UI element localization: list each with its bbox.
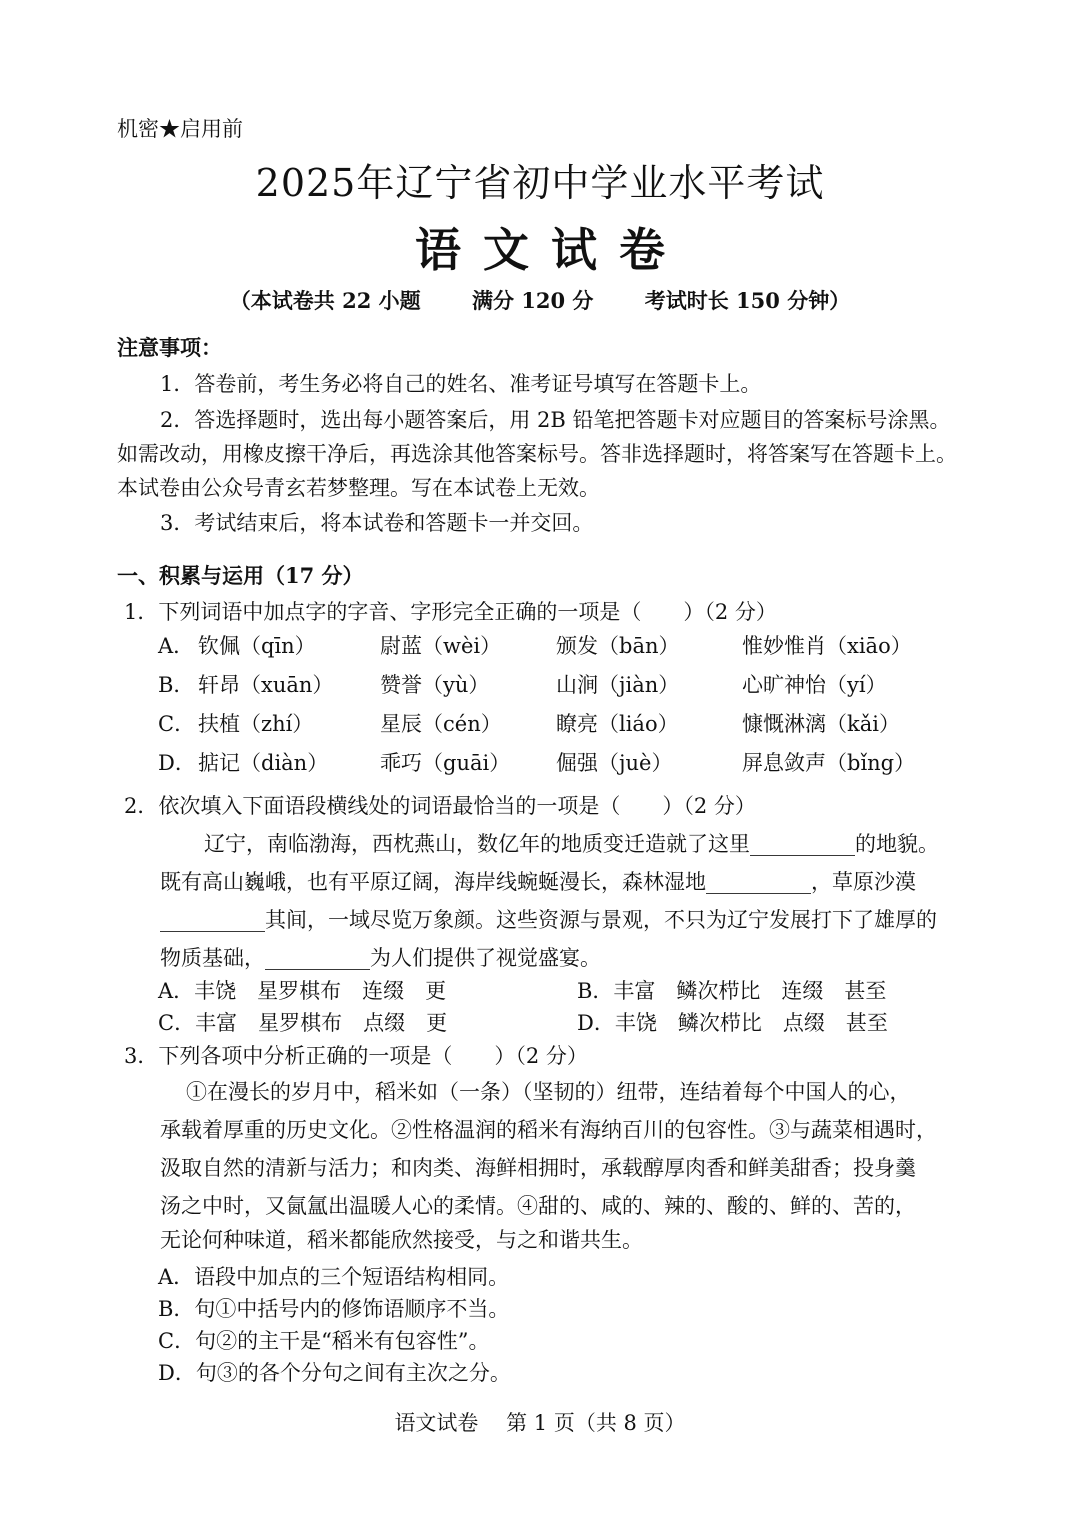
page-footer: 语文试卷 第 1 页（共 8 页） bbox=[394, 1411, 686, 1435]
option-item: 尉蓝（wèi） bbox=[380, 634, 502, 658]
option-item: 惟妙惟肖（xiāo） bbox=[742, 634, 912, 658]
option-b: B．句①中括号内的修饰语顺序不当。 bbox=[158, 1297, 510, 1321]
passage-line: 汲取自然的清新与活力；和肉类、海鲜相拥时，承载醇厚肉香和鲜美甜香；投身羹 bbox=[160, 1156, 916, 1180]
option-a: A．语段中加点的三个短语结构相同。 bbox=[158, 1265, 510, 1289]
option-d: D．句③的各个分句之间有主次之分。 bbox=[158, 1361, 511, 1385]
option-item: 钦佩（qīn） bbox=[198, 634, 316, 658]
option-b: B．丰富 鳞次栉比 连缀 甚至 bbox=[577, 979, 887, 1003]
option-label: C． bbox=[158, 712, 196, 736]
option-a: A．丰饶 星罗棋布 连缀 更 bbox=[158, 979, 447, 1003]
notes-heading: 注意事项： bbox=[117, 335, 222, 360]
option-item: 星辰（cén） bbox=[380, 712, 502, 736]
option-item: 心旷神怡（yí） bbox=[742, 673, 887, 697]
exam-duration: 考试时长 150 分钟） bbox=[644, 288, 851, 313]
exam-title: 2025年辽宁省初中学业水平考试 bbox=[255, 161, 825, 205]
note-line: 2．答选择题时，选出每小题答案后，用 2B 铅笔把答题卡对应题目的答案标号涂黑。 bbox=[160, 408, 951, 432]
option-c: C．句②的主干是“稻米有包容性”。 bbox=[158, 1329, 490, 1353]
passage-line: ①在漫长的岁月中，稻米如（一条）（坚韧的）纽带，连结着每个中国人的心， bbox=[186, 1080, 911, 1104]
note-line: 本试卷由公众号青玄若梦整理。写在本试卷上无效。 bbox=[117, 476, 600, 500]
passage-line: __________其间，一域尽览万象颜。这些资源与景观，不只为辽宁发展打下了雄厚的 bbox=[160, 908, 937, 932]
passage-line: 物质基础，__________为人们提供了视觉盛宴。 bbox=[160, 946, 601, 970]
option-item: 瞭亮（liáo） bbox=[556, 712, 679, 736]
option-c: C．丰富 星罗棋布 点缀 更 bbox=[158, 1011, 448, 1035]
option-item: 轩昂（xuān） bbox=[198, 673, 334, 697]
full-score: 满分 120 分 bbox=[471, 288, 594, 313]
option-label: B． bbox=[158, 673, 195, 697]
option-item: 山涧（jiàn） bbox=[556, 673, 680, 697]
passage-line: 辽宁，南临渤海，西枕燕山，数亿年的地质变迁造就了这里__________的地貌。 bbox=[204, 832, 939, 856]
option-item: 颁发（bān） bbox=[556, 634, 680, 658]
option-item: 屏息敛声（bǐng） bbox=[742, 751, 916, 775]
confidential-label: 机密★启用前 bbox=[117, 117, 243, 141]
note-line: 3．考试结束后，将本试卷和答题卡一并交回。 bbox=[160, 511, 594, 535]
option-item: 乖巧（guāi） bbox=[380, 751, 511, 775]
option-label: A． bbox=[158, 634, 195, 658]
subject-title: 语文试卷 bbox=[415, 223, 687, 277]
passage-line: 无论何种味道，稻米都能欣然接受，与之和谐共生。 bbox=[160, 1228, 643, 1252]
option-item: 赞誉（yù） bbox=[380, 673, 490, 697]
question-count: （本试卷共 22 小题 bbox=[229, 288, 421, 313]
option-item: 慷慨淋漓（kǎi） bbox=[742, 712, 900, 736]
note-line: 如需改动，用橡皮擦干净后，再选涂其他答案标号。答非选择题时，将答案写在答题卡上。 bbox=[117, 442, 957, 466]
option-d: D．丰饶 鳞次栉比 点缀 甚至 bbox=[577, 1011, 888, 1035]
passage-line: 汤之中时，又氤氲出温暖人心的柔情。④甜的、咸的、辣的、酸的、鲜的、苦的， bbox=[160, 1194, 916, 1218]
option-item: 扶植（zhí） bbox=[198, 712, 314, 736]
option-item: 倔强（juè） bbox=[556, 751, 673, 775]
option-label: D． bbox=[158, 751, 196, 775]
question-1-stem: 1．下列词语中加点字的字音、字形完全正确的一项是（ ）（2 分） bbox=[124, 600, 777, 624]
question-2-stem: 2．依次填入下面语段横线处的词语最恰当的一项是（ ）（2 分） bbox=[124, 794, 756, 818]
section-heading: 一、积累与运用（17 分） bbox=[117, 563, 364, 588]
note-line: 1．答卷前，考生务必将自己的姓名、准考证号填写在答题卡上。 bbox=[160, 372, 762, 396]
passage-line: 承载着厚重的历史文化。②性格温润的稻米有海纳百川的包容性。③与蔬菜相遇时， bbox=[160, 1118, 937, 1142]
option-item: 掂记（diàn） bbox=[198, 751, 329, 775]
question-3-stem: 3．下列各项中分析正确的一项是（ ）（2 分） bbox=[124, 1044, 588, 1068]
exam-info bbox=[0, 285, 1080, 315]
passage-line: 既有高山巍峨，也有平原辽阔，海岸线蜿蜒漫长，森林湿地__________，草原沙漠 bbox=[160, 870, 916, 894]
